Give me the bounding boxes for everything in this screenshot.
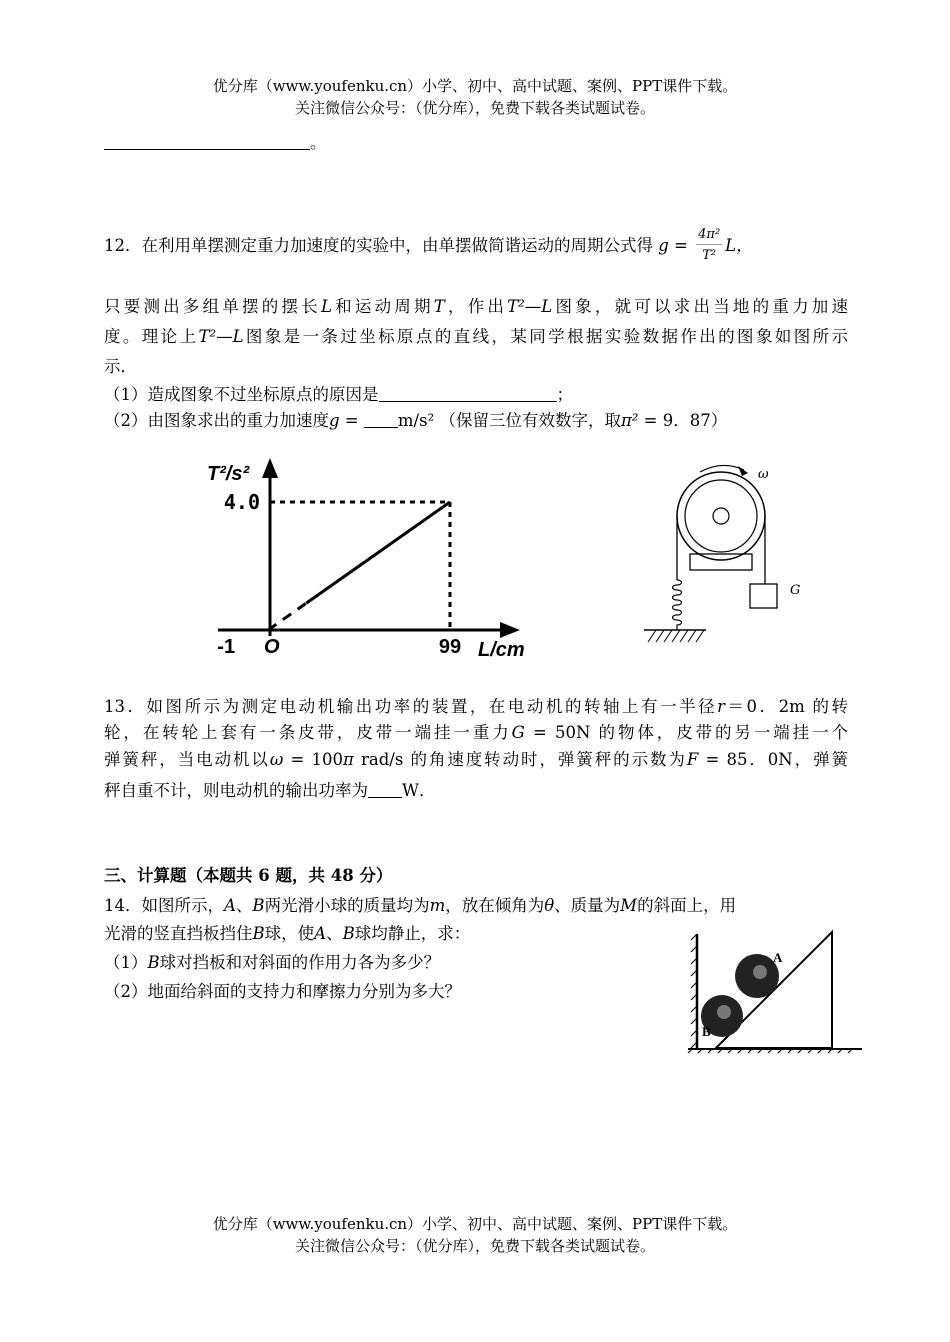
fraction-denominator: T² xyxy=(702,248,717,263)
ball-a-label: A xyxy=(773,950,783,965)
text: 的斜面上，用 xyxy=(637,896,737,915)
text: 球，使 xyxy=(264,924,315,943)
text: 弹簧秤，当电动机以 xyxy=(104,750,270,769)
var-pi2: π² xyxy=(620,411,639,430)
var-B: B xyxy=(252,924,265,943)
text: 、 xyxy=(235,896,253,915)
header-line-1: 优分库（www.youfenku.cn）小学、初中、高中试题、案例、PPT课件下载。 xyxy=(212,77,738,95)
text: 轮，在转轮上套有一条皮带，皮带一端挂一重力 xyxy=(104,723,512,742)
y-axis-label: T²/s² xyxy=(207,463,250,485)
q12-stem: 12．在利用单摆测定重力加速度的实验中，由单摆做简谐运动的周期公式得 xyxy=(104,236,653,255)
var-theta: θ xyxy=(544,896,555,915)
text: ＝0．2m 的转 xyxy=(725,697,849,716)
var-T2L: T²—L xyxy=(507,297,553,316)
text: （1） xyxy=(104,953,148,972)
var-B: B xyxy=(252,896,265,915)
weight-label: G xyxy=(790,583,801,598)
x-tick-label: -1 xyxy=(217,636,236,658)
equals: = xyxy=(339,411,364,430)
var-F: F xyxy=(686,750,699,769)
var-T2L: T²—L xyxy=(198,327,244,346)
text: = 85．0N，弹簧 xyxy=(698,750,849,769)
ball-a-highlight xyxy=(753,965,767,979)
text: 、质量为 xyxy=(554,896,621,915)
fraction-numerator: 4π² xyxy=(696,226,722,245)
ball-b-label: B xyxy=(702,1024,711,1039)
text: = 50N 的物体，皮带的另一端挂一个 xyxy=(524,723,848,742)
var-L: L xyxy=(320,297,332,316)
text: （1）造成图象不过坐标原点的原因是 xyxy=(104,385,379,404)
text: 和运动周期 xyxy=(331,297,434,316)
blank-end-punct: 。 xyxy=(310,133,327,152)
var-g: g xyxy=(658,236,669,255)
text: 光滑的竖直挡板挡住 xyxy=(104,924,253,943)
var-B: B xyxy=(147,953,160,972)
var-T: T xyxy=(433,297,445,316)
text: ； xyxy=(556,385,573,404)
header-line-2: 关注微信公众号：（优分库），免费下载各类试题试卷。 xyxy=(294,99,655,117)
var-r: r xyxy=(717,697,725,716)
text: 秤自重不计，则电动机的输出功率为 xyxy=(104,781,368,800)
var-G: G xyxy=(511,723,525,742)
footer-line-2: 关注微信公众号：（优分库），免费下载各类试题试卷。 xyxy=(294,1237,655,1255)
omega-label: ω xyxy=(758,467,769,482)
text: 示． xyxy=(104,357,137,376)
text: 、 xyxy=(326,924,343,943)
text: ，放在倾角为 xyxy=(445,896,545,915)
var-pi: π xyxy=(342,750,354,769)
var-A: A xyxy=(314,924,327,943)
text: 只要测出多组单摆的摆长 xyxy=(104,297,321,316)
equals: = xyxy=(668,236,694,255)
unit: m/s² xyxy=(397,411,435,430)
section-3-title: 三、计算题（本题共 6 题，共 48 分） xyxy=(104,866,393,885)
origin-label: O xyxy=(264,636,280,658)
footer-line-1: 优分库（www.youfenku.cn）小学、初中、高中试题、案例、PPT课件下载。 xyxy=(212,1215,738,1233)
var-m: m xyxy=(429,896,446,915)
x-axis-label: L/cm xyxy=(478,639,525,661)
text: W． xyxy=(402,781,436,800)
text: （保留三位有效数字，取 xyxy=(439,411,621,430)
ball-b-highlight xyxy=(717,1005,731,1019)
text: 两光滑小球的质量均为 xyxy=(264,896,430,915)
text: rad/s 的角速度转动时，弹簧秤的示数为 xyxy=(353,750,687,769)
text: 度。理论上 xyxy=(104,327,199,346)
var-g: g xyxy=(329,411,340,430)
formula-tail: L， xyxy=(725,236,753,255)
var-B: B xyxy=(342,924,355,943)
text: 球均静止，求： xyxy=(354,924,471,943)
text: （2）地面给斜面的支持力和摩擦力分别为多大？ xyxy=(104,982,461,1001)
text: ，作出 xyxy=(444,297,508,316)
text: 13．如图所示为测定电动机输出功率的装置，在电动机的转轴上有一半径 xyxy=(104,697,718,716)
text: （2）由图象求出的重力加速度 xyxy=(104,411,329,430)
y-tick-label: 4.0 xyxy=(223,490,260,514)
text: 14．如图所示， xyxy=(104,896,224,915)
var-omega: ω xyxy=(269,750,284,769)
var-M: M xyxy=(620,896,638,915)
text: = 100 xyxy=(283,750,343,769)
var-A: A xyxy=(224,896,236,915)
x-tick-label: 99 xyxy=(438,636,462,658)
text: 图象，就可以求出当地的重力加速 xyxy=(552,297,849,316)
text: = 9．87） xyxy=(638,411,728,430)
text: 球对挡板和对斜面的作用力各为多少？ xyxy=(159,953,441,972)
text: 图象是一条过坐标原点的直线，某同学根据实验数据作出的图象如图所示 xyxy=(243,327,849,346)
